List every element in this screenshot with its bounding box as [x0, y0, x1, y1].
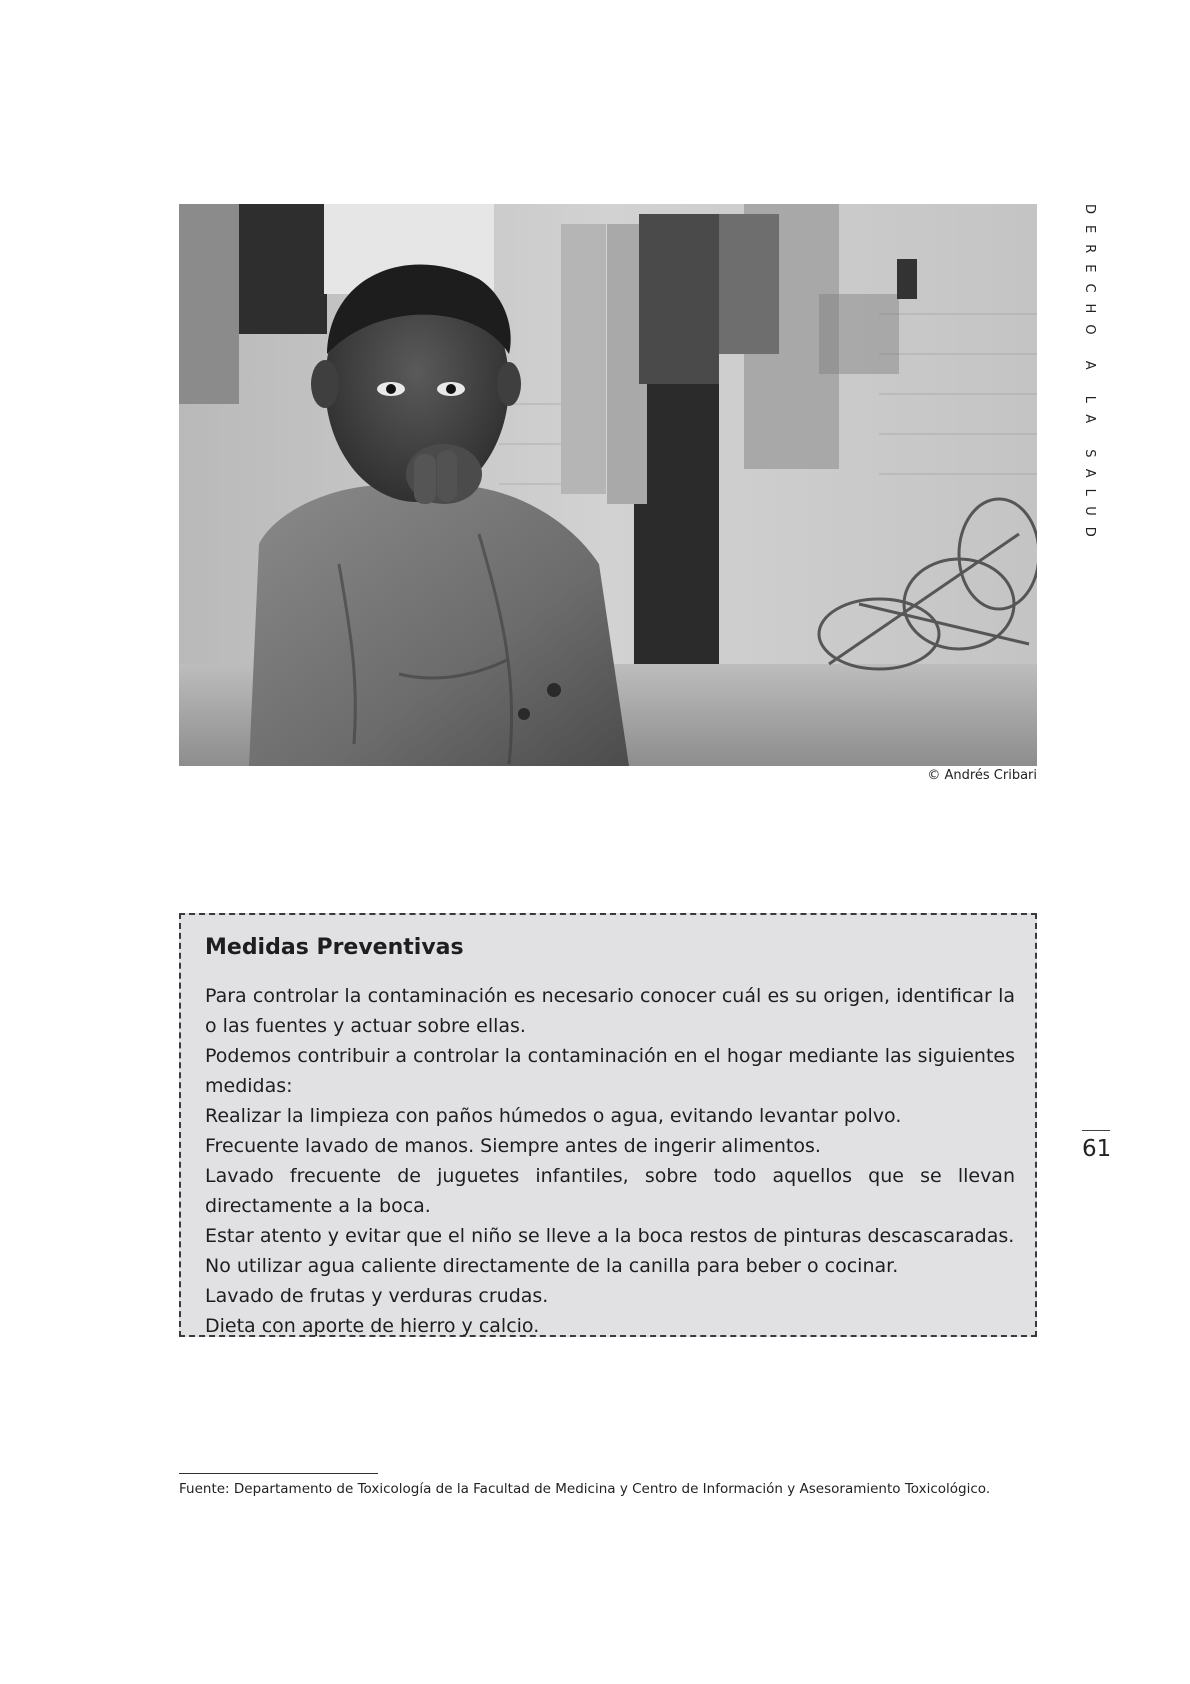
preventive-measures-box [179, 913, 1037, 1337]
footnote-rule [179, 1473, 378, 1474]
info-line: Realizar la limpieza con paños húmedos o agua, evitando levantar polvo. [205, 1105, 902, 1127]
info-line: Para controlar la contaminación es necesario conocer cuál es su origen, identificar la o las fuentes y actuar sobre ellas. [205, 985, 1015, 1037]
info-line: Podemos contribuir a controlar la contaminación en el hogar mediante las siguientes medidas: [205, 1045, 1015, 1097]
info-line: Estar atento y evitar que el niño se lleve a la boca restos de pinturas descascaradas. [205, 1225, 1015, 1247]
photo-credit: © Andrés Cribari [927, 768, 1037, 783]
page-number: 61 [1082, 1136, 1112, 1162]
photo-child-icon [179, 204, 1037, 766]
footnote-source: Fuente: Departamento de Toxicología de la Facultad de Medicina y Centro de Información y Asesoramiento Toxicológico. [179, 1481, 991, 1497]
info-line: Lavado de frutas y verduras crudas. [205, 1285, 549, 1307]
photo-child [179, 204, 1037, 766]
info-line: Frecuente lavado de manos. Siempre antes de ingerir alimentos. [205, 1135, 821, 1157]
info-line: No utilizar agua caliente directamente de la canilla para beber o cocinar. [205, 1255, 899, 1277]
info-box-title: Medidas Preventivas [205, 935, 464, 960]
info-line: Lavado frecuente de juguetes infantiles, sobre todo aquellos que se llevan directamente a la boca. [205, 1165, 1015, 1217]
info-line: Dieta con aporte de hierro y calcio. [205, 1315, 540, 1337]
info-box-body [205, 981, 1015, 1341]
page-number-rule [1082, 1130, 1110, 1131]
section-title: DERECHO A LA SALUD [1082, 204, 1097, 548]
